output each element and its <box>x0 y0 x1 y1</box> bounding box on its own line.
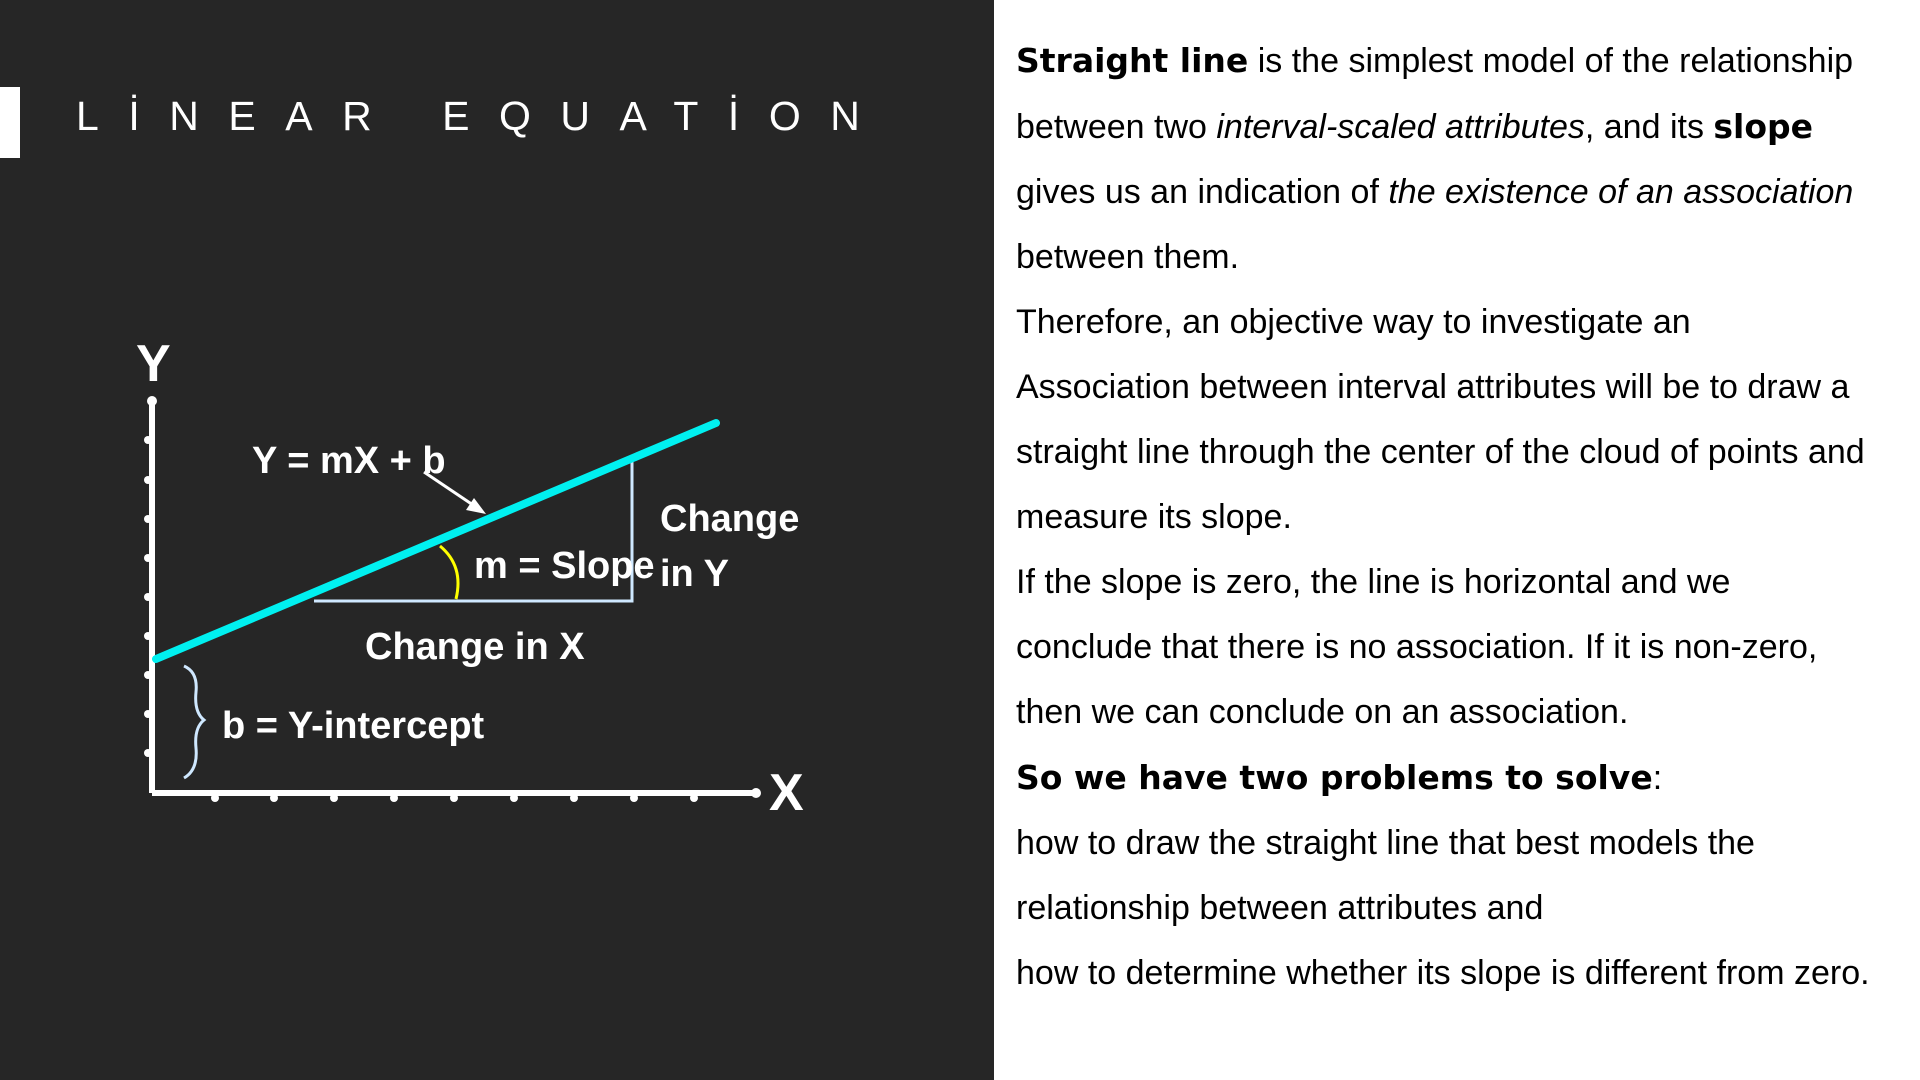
bold-heading-problems: So we have two problems to solve <box>1016 758 1653 797</box>
equation-arrowhead <box>466 498 486 514</box>
x-tick <box>211 794 219 802</box>
slide-title: LİNEAR EQUATİON <box>76 93 890 139</box>
text-span: , and its <box>1584 108 1714 146</box>
y-tick <box>144 632 152 640</box>
text-line-15: how to determine whether its slope is different from zero. <box>1016 954 1870 992</box>
text-line-5: Therefore, an objective way to investigate an <box>1016 303 1691 341</box>
y-tick <box>144 515 152 523</box>
bold-term-slope: slope <box>1713 107 1814 146</box>
text-span: : <box>1652 759 1663 797</box>
bold-term-straight-line: Straight line <box>1016 41 1249 80</box>
text-line-6: Association between interval attributes will be to draw a <box>1016 368 1850 406</box>
x-axis-end-dot <box>751 788 761 798</box>
x-tick <box>690 794 698 802</box>
intercept-label: b = Y-intercept <box>222 705 485 747</box>
y-tick <box>144 554 152 562</box>
text-line-8: measure its slope. <box>1016 498 1292 536</box>
text-line-7: straight line through the center of the cloud of points and <box>1016 433 1865 471</box>
text-line-12 <box>1016 745 1916 811</box>
text-line-2 <box>1016 94 1916 160</box>
y-tick <box>144 671 152 679</box>
text-span: is the simplest model of the relationship <box>1248 42 1854 80</box>
change-in-x-label: Change in X <box>365 626 585 668</box>
y-tick <box>144 593 152 601</box>
x-tick <box>510 794 518 802</box>
y-axis-label: Y <box>136 335 171 393</box>
text-line-4: between them. <box>1016 238 1240 276</box>
text-line-13: how to draw the straight line that best models the <box>1016 824 1755 862</box>
text-line-10: conclude that there is no association. If it is non-zero, <box>1016 628 1818 666</box>
text-line-1 <box>1016 28 1916 94</box>
y-tick <box>144 436 152 444</box>
x-tick <box>570 794 578 802</box>
change-in-y-label-line1: Change <box>660 498 800 540</box>
x-axis-label: X <box>769 764 804 822</box>
x-tick <box>270 794 278 802</box>
text-line-14: relationship between attributes and <box>1016 889 1544 927</box>
text-line-11: then we can conclude on an association. <box>1016 693 1629 731</box>
x-tick <box>450 794 458 802</box>
y-tick <box>144 749 152 757</box>
y-axis-end-dot <box>147 396 157 406</box>
change-in-y-label-line2: in Y <box>660 553 729 595</box>
intercept-brace <box>184 666 204 778</box>
text-line-3 <box>1016 160 1916 225</box>
text-line-9: If the slope is zero, the line is horizontal and we <box>1016 563 1731 601</box>
x-tick <box>330 794 338 802</box>
y-tick <box>144 710 152 718</box>
x-tick <box>390 794 398 802</box>
slope-angle-arc <box>440 546 458 599</box>
body-text <box>1016 28 1916 1006</box>
x-tick <box>630 794 638 802</box>
equation-label: Y = mX + b <box>252 440 446 482</box>
italic-term: the existence of an association <box>1388 173 1854 211</box>
text-span: between two <box>1016 108 1217 146</box>
text-span: gives us an indication of <box>1016 173 1389 211</box>
y-tick <box>144 476 152 484</box>
slope-label: m = Slope <box>474 545 655 587</box>
italic-term: interval-scaled attributes <box>1216 108 1585 146</box>
